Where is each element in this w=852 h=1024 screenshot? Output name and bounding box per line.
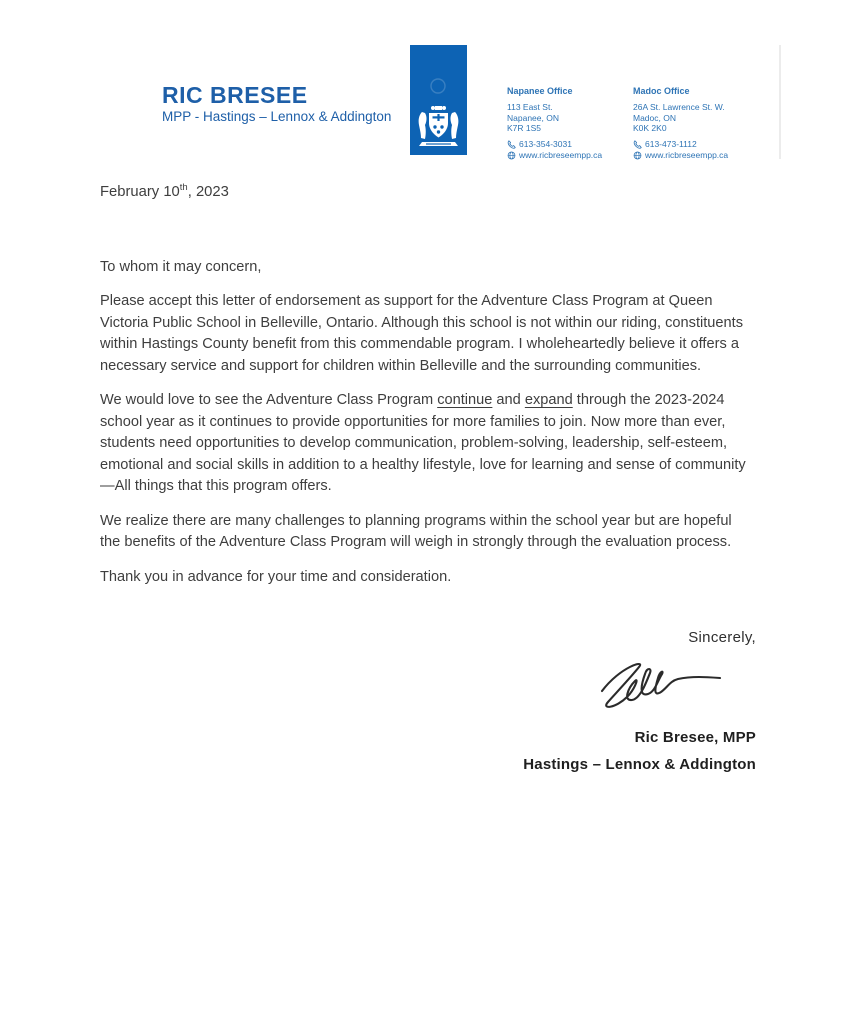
ontario-coat-of-arms-icon xyxy=(416,104,461,150)
mpp-riding-title: MPP - Hastings – Lennox & Addington xyxy=(162,109,392,124)
address-line: K7R 1S5 xyxy=(507,123,542,133)
letter-body xyxy=(100,182,756,778)
closing-salutation: Sincerely, xyxy=(688,629,756,646)
address-line: 113 East St. xyxy=(507,102,553,112)
office-contact xyxy=(507,139,627,161)
letterhead-edge-rule xyxy=(779,45,781,159)
date-ordinal-suffix: th xyxy=(179,182,188,194)
paragraph-1: Please accept this letter of endorsement as support for the Adventure Class Program at Queen Victoria Public School in Belleville, Ontario. Although this school is not within our riding, constituents within Hastings County benefit from this commendable program. I wholeheartedly believe it offers a necessary service and support for children within Belleville and the surrounding communities. xyxy=(100,293,744,374)
address-line: Napanee, ON xyxy=(507,112,559,123)
napanee-office-block xyxy=(507,86,627,161)
letter-date xyxy=(100,182,756,204)
paragraph-2 xyxy=(100,390,756,498)
globe-icon xyxy=(633,151,642,160)
office-phone: 613-473-1112 xyxy=(645,138,697,149)
signer-name: Ric Bresee, MPP xyxy=(634,729,756,746)
letterhead-brand xyxy=(162,83,391,125)
office-label: Napanee Office xyxy=(507,86,573,96)
signature xyxy=(100,655,726,725)
address-line: Madoc, ON xyxy=(633,112,676,123)
paragraph-4: Thank you in advance for your time and consideration. xyxy=(100,568,452,585)
madoc-office-block xyxy=(633,86,753,161)
underlined-word-continue: continue xyxy=(437,392,493,408)
mpp-name: RIC BRESEE xyxy=(162,82,308,108)
handwritten-signature-icon xyxy=(594,655,726,717)
address-line: 26A St. Lawrence St. W. xyxy=(633,102,725,112)
office-contact xyxy=(633,139,753,161)
office-address xyxy=(633,102,753,134)
paragraph-2-text: and xyxy=(492,392,525,408)
office-address xyxy=(507,102,627,134)
office-label: Madoc Office xyxy=(633,86,690,96)
paragraph-2-text: We would love to see the Adventure Class Program xyxy=(100,392,438,408)
paragraph-3: We realize there are many challenges to planning programs within the school year but are hopeful the benefits of the Adventure Class Program will weigh in strongly through the evaluation process. xyxy=(100,512,732,550)
address-line: K0K 2K0 xyxy=(633,123,667,133)
closing-block xyxy=(100,627,756,778)
flag-watermark xyxy=(426,77,450,95)
underlined-word-expand: expand xyxy=(524,392,573,408)
signer-riding: Hastings – Lennox & Addington xyxy=(523,756,756,773)
salutation: To whom it may concern, xyxy=(100,258,262,275)
phone-icon xyxy=(507,140,516,149)
office-phone: 613-354-3031 xyxy=(519,138,572,149)
ontario-flag-banner xyxy=(410,45,467,155)
date-year: , 2023 xyxy=(187,184,229,200)
phone-icon xyxy=(633,140,642,149)
paragraph-2-text: through the 2023-2024 school year as it continues to provide opportunities for more families to join. Now more than ever, students need opportunities to develop communication, problem-solving, leadership, self-esteem, emotional and social skills in addition to a healthy lifestyle, love for learning and sense of community—All things that this program offers. xyxy=(100,392,746,494)
office-website: www.ricbreseempp.ca xyxy=(519,149,603,160)
date-main: February 10 xyxy=(100,184,180,200)
globe-icon xyxy=(507,151,516,160)
office-website: www.ricbreseempp.ca xyxy=(645,149,729,160)
